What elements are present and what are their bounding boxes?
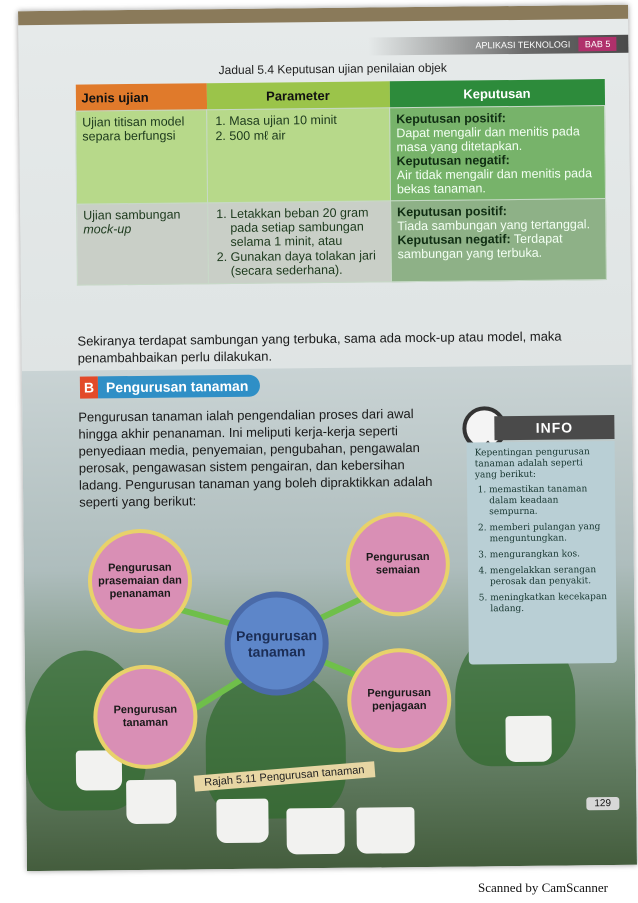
test-name: Ujian sambungan: [83, 207, 181, 223]
test-cell: Ujian titisan model separa berfungsi: [76, 110, 208, 204]
info-item: 4. mengelakkan serangan perosak dan penyakit.: [490, 565, 608, 588]
info-item: 3. mengurangkan kos.: [490, 549, 608, 561]
flower-pot: [356, 807, 414, 854]
info-item: 5. meningkatkan kecekapan ladang.: [490, 592, 608, 615]
page-number: 129: [586, 797, 619, 810]
flower-pot: [505, 716, 551, 762]
parameter-item: 1. Letakkan beban 20 gram pada setiap sambungan selama 1 minit, atau: [230, 205, 384, 249]
info-intro: Kepentingan pengurusan tanaman adalah seperti yang berikut:: [474, 447, 590, 481]
section-letter: B: [80, 376, 98, 398]
parameter-item: 2. 500 mℓ air: [229, 127, 383, 143]
diagram-node: Pengurusan tanaman: [93, 664, 198, 769]
scan-watermark: Scanned by CamScanner: [478, 880, 608, 895]
info-item: 2. memberi pulangan yang menguntungkan.: [489, 522, 607, 545]
table-row: [76, 106, 606, 205]
positive-text: Dapat mengalir dan menitis pada masa yang ditetapkan.: [396, 124, 580, 155]
negative-label: Keputusan negatif:: [397, 232, 511, 248]
table-title: Jadual 5.4 Keputusan ujian penilaian objek: [218, 60, 447, 78]
scanned-page: [18, 5, 637, 871]
chapter-header: [368, 35, 628, 56]
positive-text: Tiada sambungan yang tertanggal.: [397, 217, 591, 234]
diagram-node: Pengurusan semaian: [345, 512, 450, 617]
column-header: Parameter: [206, 81, 389, 109]
parameter-cell: [207, 108, 391, 203]
diagram-node: Pengurusan penjagaan: [347, 648, 452, 753]
flower-pot: [286, 808, 344, 855]
diagram-center: Pengurusan tanaman: [224, 591, 329, 696]
evaluation-table: [75, 79, 607, 286]
info-content: [467, 441, 617, 665]
figure-caption: Rajah 5.11 Pengurusan tanaman: [194, 761, 375, 791]
positive-label: Keputusan positif:: [397, 204, 507, 220]
section-label: APLIKASI TEKNOLOGI: [475, 39, 571, 51]
negative-text: Air tidak mengalir dan menitis pada bekas tanaman.: [396, 166, 593, 197]
positive-label: Keputusan positif:: [396, 111, 506, 127]
result-cell: [391, 199, 607, 282]
flower-pot: [216, 799, 268, 844]
section-title: Pengurusan tanaman: [98, 375, 261, 399]
parameter-item: 2. Gunakan daya tolakan jari (secara sederhana).: [231, 248, 385, 278]
diagram-node: Pengurusan prasemaian dan penanaman: [87, 528, 192, 633]
negative-text: Terdapat sambungan yang terbuka.: [397, 231, 563, 262]
info-item: 1. memastikan tanaman dalam keadaan sempurna.: [489, 484, 607, 518]
table-row: [77, 199, 607, 286]
body-paragraph: Sekiranya terdapat sambungan yang terbuka, sama ada mock-up atau model, maka penambahbaikan perlu dilakukan.: [77, 328, 562, 366]
section-heading: [80, 375, 261, 399]
negative-label: Keputusan negatif:: [396, 153, 510, 169]
chapter-badge: BAB 5: [579, 37, 617, 51]
info-title: INFO: [494, 415, 614, 440]
crop-management-diagram: [83, 512, 466, 786]
parameter-cell: [208, 201, 392, 284]
column-header: Keputusan: [389, 79, 604, 108]
info-box: [462, 405, 615, 667]
body-paragraph: Pengurusan tanaman ialah pengendalian proses dari awal hingga akhir penanaman. Ini meliputi kerja-kerja seperti penyediaan media, penyemaian, pengubahan, pengawalan perosak, pengawasan sistem pengairan, dan kebersihan ladang. Pengurusan tanaman yang boleh dipraktikkan adalah seperti yang berikut:: [78, 406, 433, 510]
test-cell: [77, 203, 209, 285]
flower-pot: [126, 780, 176, 825]
test-name-italic: mock-up: [83, 222, 132, 237]
column-header: Jenis ujian: [75, 83, 206, 111]
result-cell: [390, 106, 606, 201]
parameter-item: 1. Masa ujian 10 minit: [229, 112, 383, 128]
